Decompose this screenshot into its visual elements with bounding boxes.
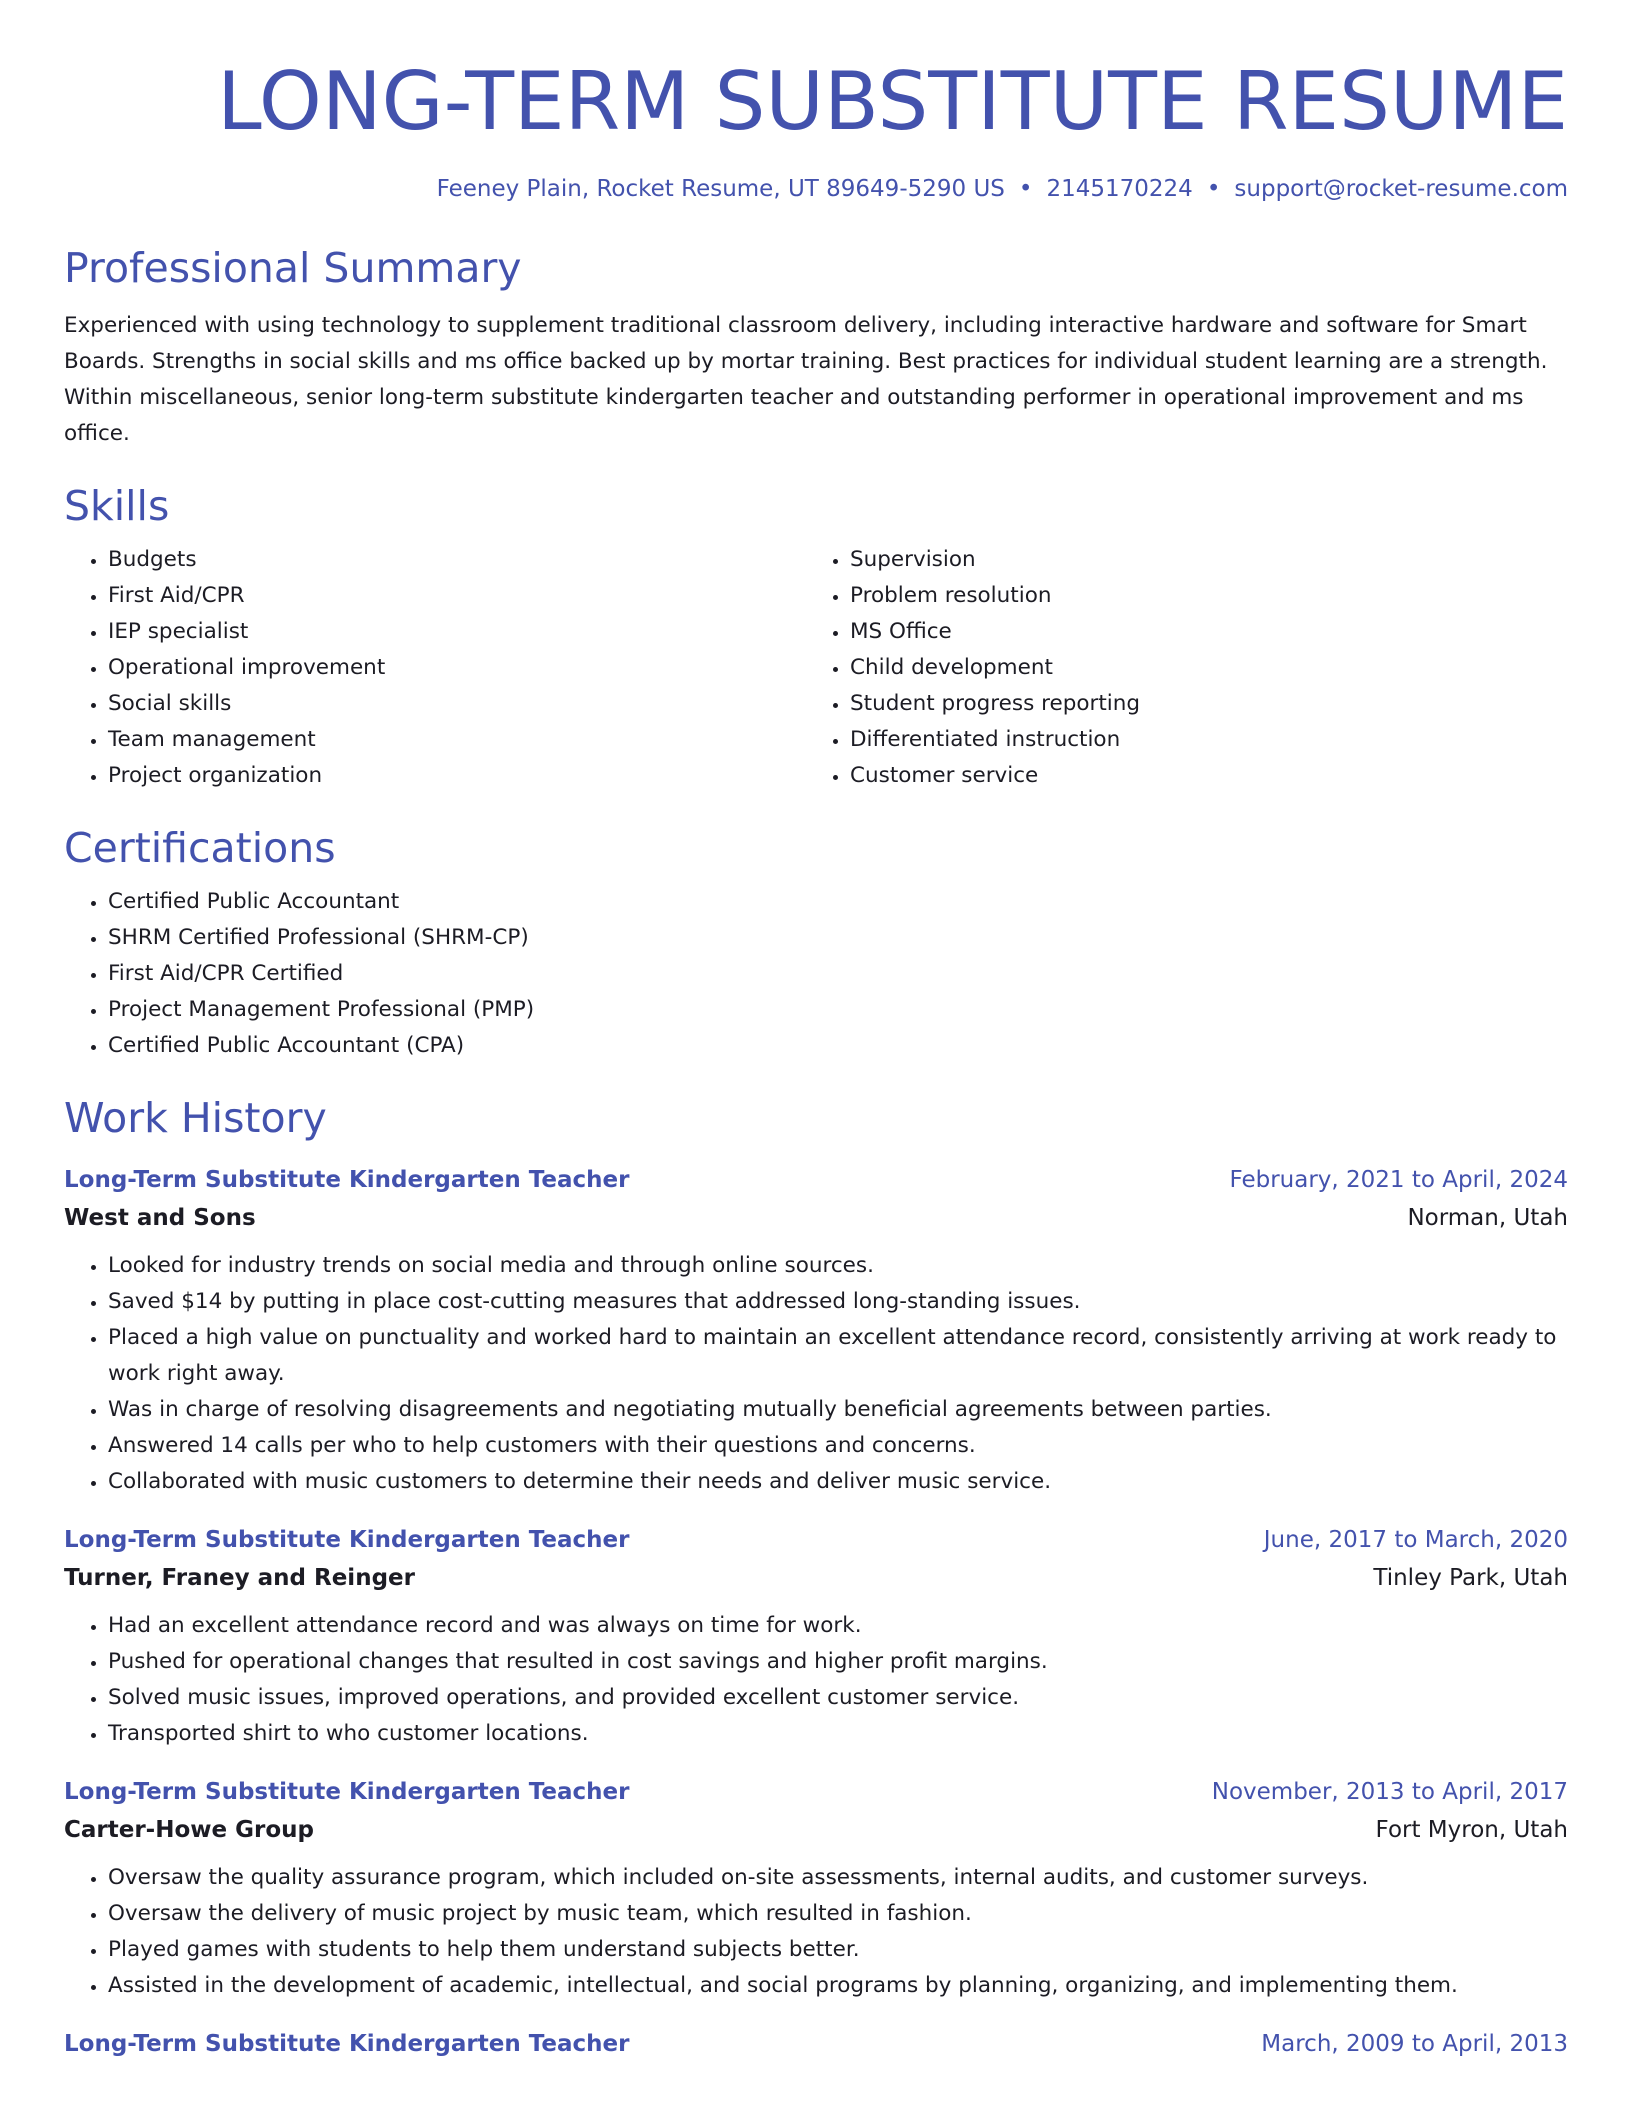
skill-item: • Budgets (108, 542, 806, 578)
job-bullets (64, 1608, 1568, 1752)
skill-item: • Differentiated instruction (850, 722, 1548, 758)
job-title: Long-Term Substitute Kindergarten Teacher (64, 1527, 630, 1553)
skills-heading: Skills (64, 482, 170, 530)
certifications-heading: Certifications (64, 824, 336, 872)
skill-item: • MS Office (850, 614, 1548, 650)
certification-item: • Certified Public Accountant (CPA) (108, 1028, 1568, 1064)
job-dates: February, 2021 to April, 2024 (1229, 1167, 1568, 1193)
job-dates: March, 2009 to April, 2013 (1261, 2031, 1568, 2057)
job-bullet: • Assisted in the development of academic, intellectual, and social programs by planning, organizing, and implementing them. (108, 1968, 1568, 2004)
job-bullet: • Pushed for operational changes that resulted in cost savings and higher profit margins. (108, 1644, 1568, 1680)
skills-list-left (64, 542, 806, 794)
resume-title: LONG-TERM SUBSTITUTE RESUME (217, 55, 1568, 148)
job-header-row (64, 1522, 1568, 1558)
skill-item: • Student progress reporting (850, 686, 1548, 722)
job-title: Long-Term Substitute Kindergarten Teacher (64, 1167, 630, 1193)
job-bullet: • Looked for industry trends on social media and through online sources. (108, 1248, 1568, 1284)
skill-item: • Team management (108, 722, 806, 758)
skill-item: • First Aid/CPR (108, 578, 806, 614)
job-header-row (64, 1774, 1568, 1810)
certification-item: • Project Management Professional (PMP) (108, 992, 1568, 1028)
certification-item: • Certified Public Accountant (108, 884, 1568, 920)
job-entry (64, 2026, 1568, 2062)
skill-item: • Operational improvement (108, 650, 806, 686)
contact-address: Feeney Plain, Rocket Resume, UT 89649-5290 US (436, 176, 1005, 202)
job-bullet: • Placed a high value on punctuality and worked hard to maintain an excellent attendance record, consistently arriving at work ready to work right away. (108, 1320, 1568, 1392)
job-bullet: • Transported shirt to who customer locations. (108, 1716, 1568, 1752)
certification-item: • First Aid/CPR Certified (108, 956, 1568, 992)
work-history-heading: Work History (64, 1094, 327, 1142)
skills-columns (64, 542, 1568, 794)
job-bullet: • Was in charge of resolving disagreements and negotiating mutually beneficial agreements between parties. (108, 1392, 1568, 1428)
skills-list-right (806, 542, 1548, 794)
skill-item: • Child development (850, 650, 1548, 686)
skill-item: • Supervision (850, 542, 1548, 578)
skill-item: • Customer service (850, 758, 1548, 794)
contact-separator: • (1018, 176, 1033, 202)
resume-page (64, 0, 1568, 2062)
skill-item: • Problem resolution (850, 578, 1548, 614)
job-bullet: • Had an excellent attendance record and was always on time for work. (108, 1608, 1568, 1644)
job-company: West and Sons (64, 1205, 256, 1231)
job-location: Tinley Park, Utah (1373, 1565, 1568, 1591)
job-title: Long-Term Substitute Kindergarten Teacher (64, 1779, 630, 1805)
job-header-row (64, 1162, 1568, 1198)
job-entry (64, 1522, 1568, 1752)
job-bullet: • Saved $14 by putting in place cost-cutting measures that addressed long-standing issues. (108, 1284, 1568, 1320)
job-company: Carter-Howe Group (64, 1817, 314, 1843)
job-title: Long-Term Substitute Kindergarten Teacher (64, 2031, 630, 2057)
skill-item: • IEP specialist (108, 614, 806, 650)
job-company-row (64, 1198, 1568, 1238)
job-bullet: • Collaborated with music customers to determine their needs and deliver music service. (108, 1464, 1568, 1500)
skill-item: • Social skills (108, 686, 806, 722)
job-bullet: • Oversaw the delivery of music project by music team, which resulted in fashion. (108, 1896, 1568, 1932)
skills-column-left (64, 542, 806, 794)
job-location: Norman, Utah (1407, 1205, 1568, 1231)
job-company: Turner, Franey and Reinger (64, 1565, 415, 1591)
job-dates: November, 2013 to April, 2017 (1211, 1779, 1568, 1805)
summary-text: Experienced with using technology to supplement traditional classroom delivery, including interactive hardware and software for Smart Boards. Strengths in social skills and ms office backed up by mortar training. Best practices for individual student learning are a strength. Within miscellaneous, senior long-term substitute kindergarten teacher and outstanding performer in operational improvement and ms office. (64, 313, 1548, 446)
certification-item: • SHRM Certified Professional (SHRM-CP) (108, 920, 1568, 956)
job-bullet: • Played games with students to help them understand subjects better. (108, 1932, 1568, 1968)
contact-separator: • (1206, 176, 1221, 202)
job-bullets (64, 1860, 1568, 2004)
summary-heading: Professional Summary (64, 244, 522, 292)
skill-item: • Project organization (108, 758, 806, 794)
job-header-row (64, 2026, 1568, 2062)
job-bullet: • Solved music issues, improved operations, and provided excellent customer service. (108, 1680, 1568, 1716)
job-company-row (64, 1558, 1568, 1598)
contact-email[interactable]: support@rocket-resume.com (1234, 176, 1568, 202)
certifications-list (64, 884, 1568, 1064)
job-entry (64, 1774, 1568, 2004)
job-bullet: • Answered 14 calls per who to help customers with their questions and concerns. (108, 1428, 1568, 1464)
contact-line (64, 172, 1568, 206)
job-entry (64, 1162, 1568, 1500)
job-location: Fort Myron, Utah (1375, 1817, 1568, 1843)
skills-column-right (806, 542, 1548, 794)
contact-phone: 2145170224 (1046, 176, 1193, 202)
job-bullets (64, 1248, 1568, 1500)
job-bullet: • Oversaw the quality assurance program, which included on-site assessments, internal audits, and customer surveys. (108, 1860, 1568, 1896)
job-company-row (64, 1810, 1568, 1850)
job-dates: June, 2017 to March, 2020 (1263, 1527, 1568, 1553)
